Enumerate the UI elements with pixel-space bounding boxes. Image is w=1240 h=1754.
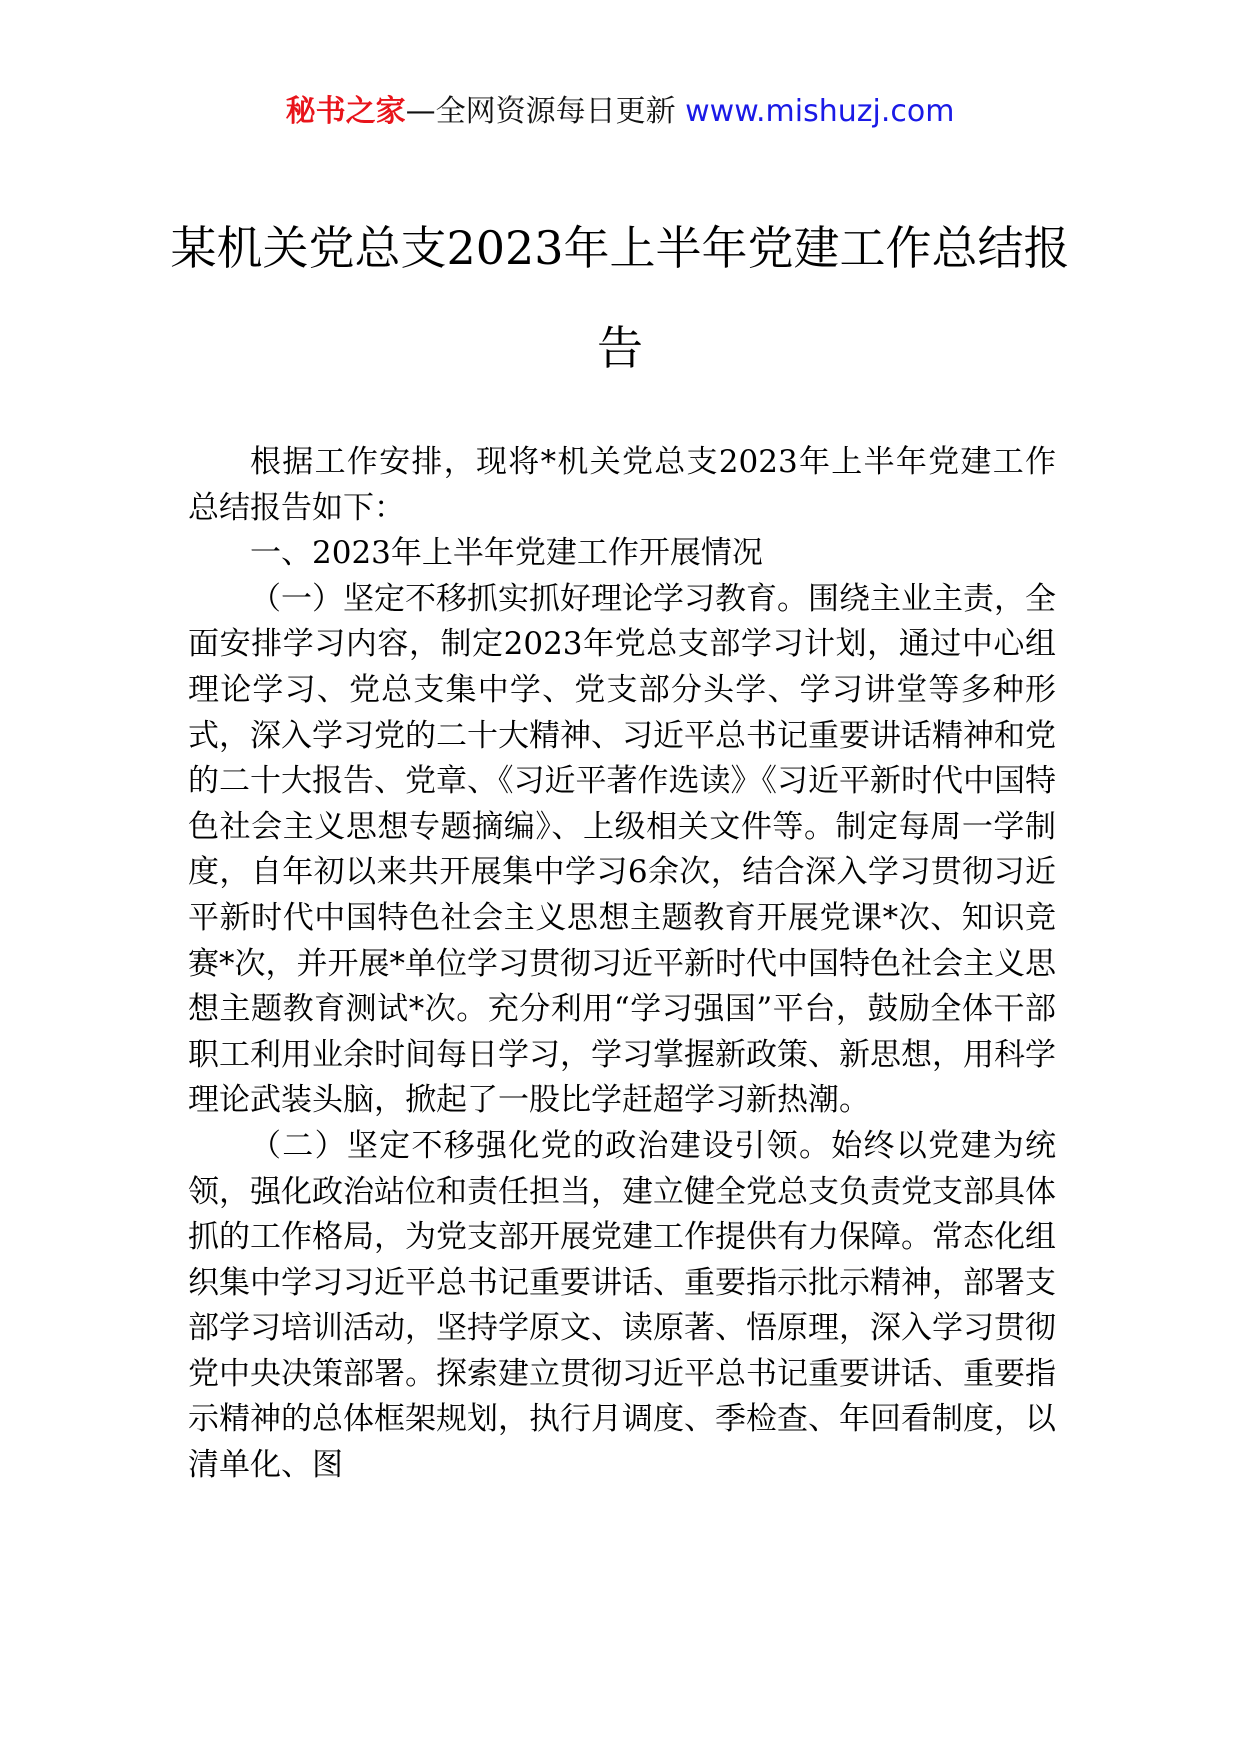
document-title: 某机关党总支2023年上半年党建工作总结报告: [170, 221, 1070, 375]
document-body: [188, 440, 1056, 1489]
body-paragraph: （一）坚定不移抓实抓好理论学习教育。围绕主业主责，全面安排学习内容，制定2023年党总支部学习计划，通过中心组理论学习、党总支集中学、党支部分头学、学习讲堂等多种形式，深入学习党的二十大精神、习近平总书记重要讲话精神和党的二十大报告、党章、《习近平著作选读》《习近平新时代中国特色社会主义思想专题摘编》、上级相关文件等。制定每周一学制度，自年初以来共开展集中学习6余次，结合深入学习贯彻习近平新时代中国特色社会主义思想主题教育开展党课*次、知识竞赛*次，并开展*单位学习贯彻习近平新时代中国特色社会主义思想主题教育测试*次。充分利用“学习强国”平台，鼓励全体干部职工利用业余时间每日学习，学习掌握新政策、新思想，用科学理论武装头脑，掀起了一股比学赶超学习新热潮。: [188, 580, 1056, 1119]
banner-slogan: —全网资源每日更新: [405, 94, 676, 129]
site-banner: [0, 92, 1240, 132]
section-heading: 一、2023年上半年党建工作开展情况: [250, 535, 763, 572]
brand-name: 秘书之家: [285, 94, 406, 129]
site-url-link[interactable]: www.mishuzj.com: [685, 94, 955, 129]
intro-paragraph: 根据工作安排，现将*机关党总支2023年上半年党建工作总结报告如下：: [188, 444, 1056, 526]
body-paragraph: （二）坚定不移强化党的政治建设引领。始终以党建为统领，强化政治站位和责任担当，建立健全党总支负责党支部具体抓的工作格局，为党支部开展党建工作提供有力保障。常态化组织集中学习习近平总书记重要讲话、重要指示批示精神，部署支部学习培训活动，坚持学原文、读原著、悟原理，深入学习贯彻党中央决策部署。探索建立贯彻习近平总书记重要讲话、重要指示精神的总体框架规划，执行月调度、季检查、年回看制度，以清单化、图: [188, 1127, 1056, 1484]
